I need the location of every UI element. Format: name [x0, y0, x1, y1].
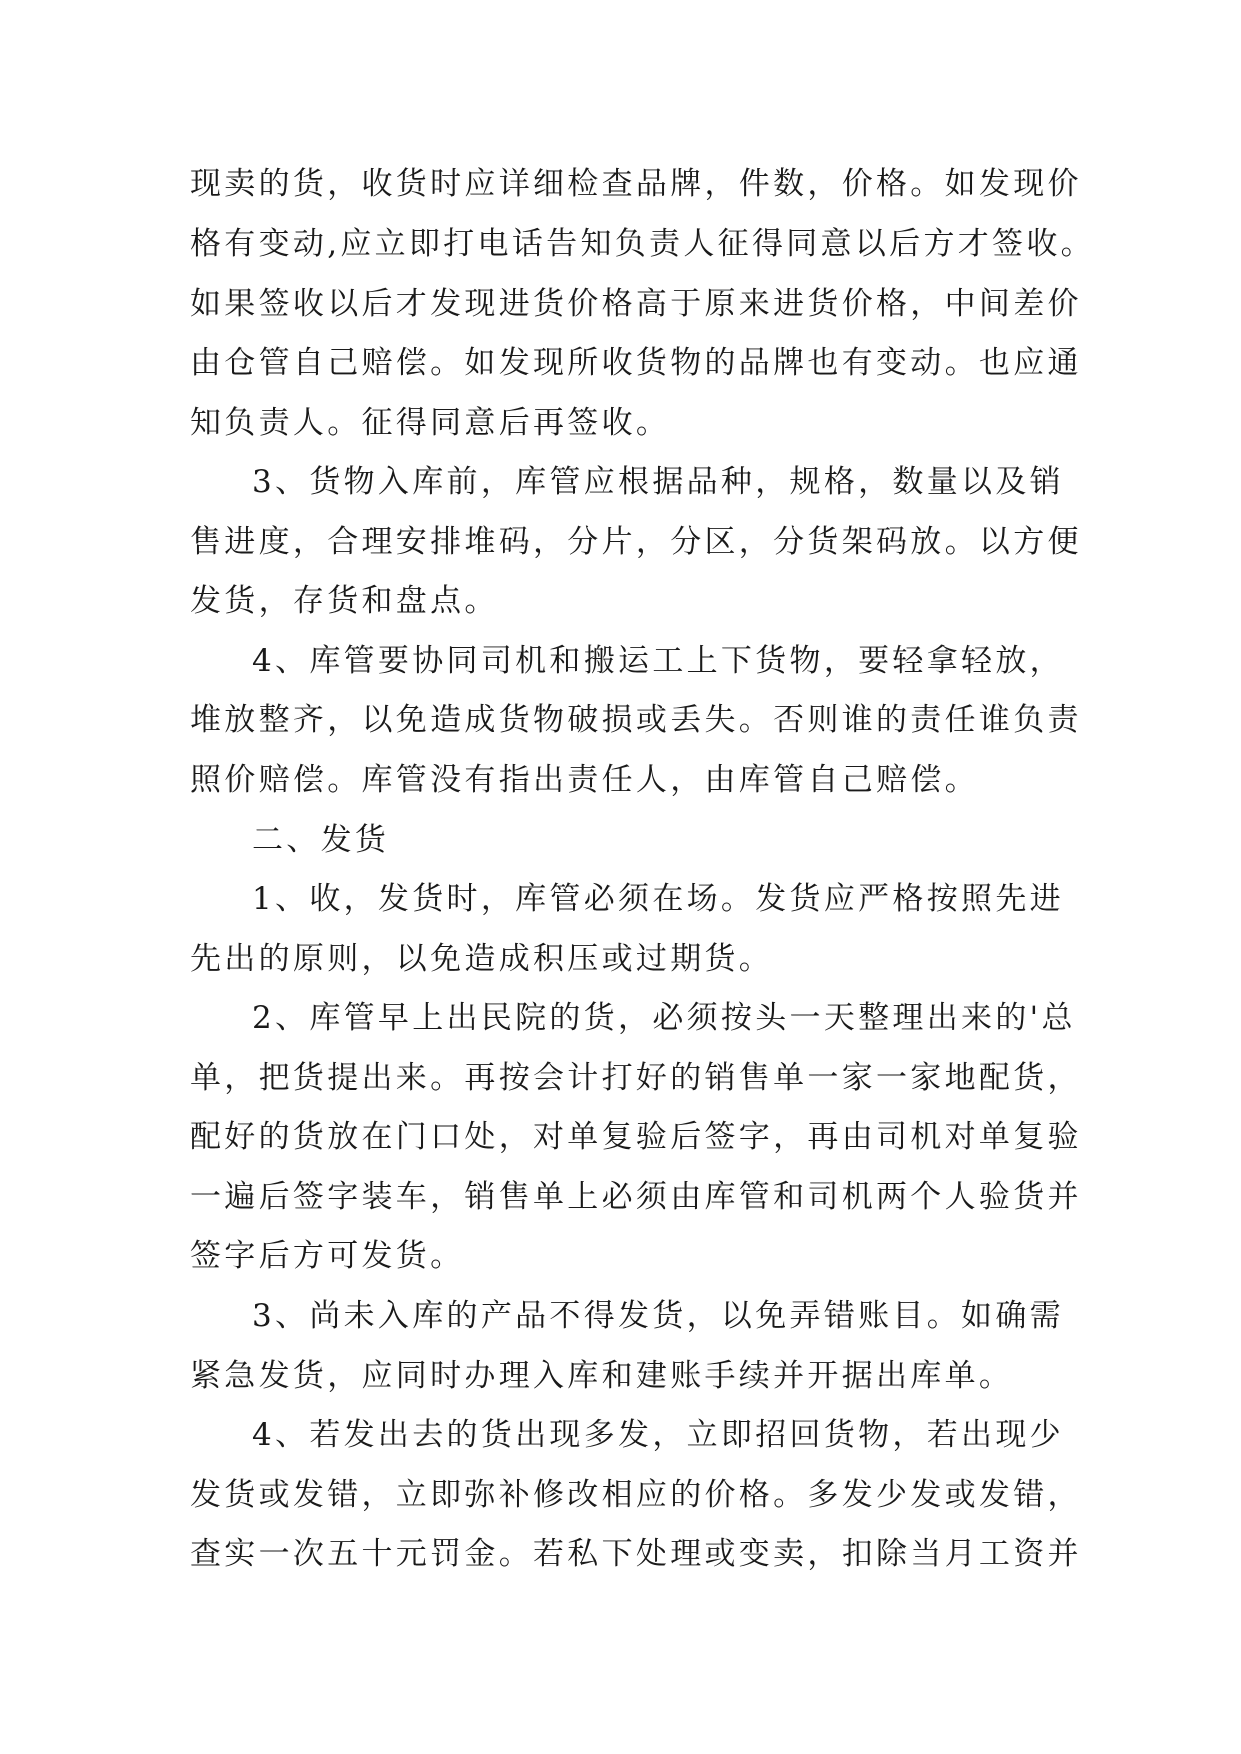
paragraph-item-4: 4、库管要协同司机和搬运工上下货物，要轻拿轻放，: [252, 643, 1064, 679]
text-line: 发货或发错，立即弥补修改相应的价格。多发少发或发错，: [190, 1477, 1082, 1513]
text-line: 单，把货提出来。再按会计打好的销售单一家一家地配货，: [190, 1060, 1082, 1096]
text-line: 配好的货放在门口处，对单复验后签字，再由司机对单复验: [190, 1119, 1082, 1155]
paragraph-item-4b: 4、若发出去的货出现多发，立即招回货物，若出现少: [252, 1417, 1064, 1453]
paragraph-item-1: 1、收，发货时，库管必须在场。发货应严格按照先进: [252, 881, 1064, 917]
text-line: 格有变动,应立即打电话告知负责人征得同意以后方才签收。: [190, 226, 1095, 262]
text-line: 照价赔偿。库管没有指出责任人，由库管自己赔偿。: [190, 762, 979, 798]
section-heading: 二、发货: [252, 822, 390, 858]
text-line: 紧急发货，应同时办理入库和建账手续并开据出库单。: [190, 1358, 1014, 1394]
text-line: 堆放整齐，以免造成货物破损或丢失。否则谁的责任谁负责: [190, 702, 1082, 738]
text-line: 由仓管自己赔偿。如发现所收货物的品牌也有变动。也应通: [190, 345, 1082, 381]
text-line: 发货，存货和盘点。: [190, 583, 499, 619]
text-line: 如果签收以后才发现进货价格高于原来进货价格，中间差价: [190, 286, 1082, 322]
text-line: 签字后方可发货。: [190, 1238, 465, 1274]
text-line: 售进度，合理安排堆码，分片，分区，分货架码放。以方便: [190, 524, 1082, 560]
text-line: 查实一次五十元罚金。若私下处理或变卖，扣除当月工资并: [190, 1536, 1082, 1572]
text-line: 知负责人。征得同意后再签收。: [190, 405, 671, 441]
paragraph-item-2: 2、库管早上出民院的货，必须按头一天整理出来的'总: [252, 1000, 1076, 1036]
text-line: 一遍后签字装车，销售单上必须由库管和司机两个人验货并: [190, 1179, 1082, 1215]
text-line: 先出的原则，以免造成积压或过期货。: [190, 941, 774, 977]
paragraph-item-3b: 3、尚未入库的产品不得发货，以免弄错账目。如确需: [252, 1298, 1064, 1334]
text-line: 现卖的货，收货时应详细检查品牌，件数，价格。如发现价: [190, 166, 1082, 202]
paragraph-item-3: 3、货物入库前，库管应根据品种，规格，数量以及销: [252, 464, 1064, 500]
